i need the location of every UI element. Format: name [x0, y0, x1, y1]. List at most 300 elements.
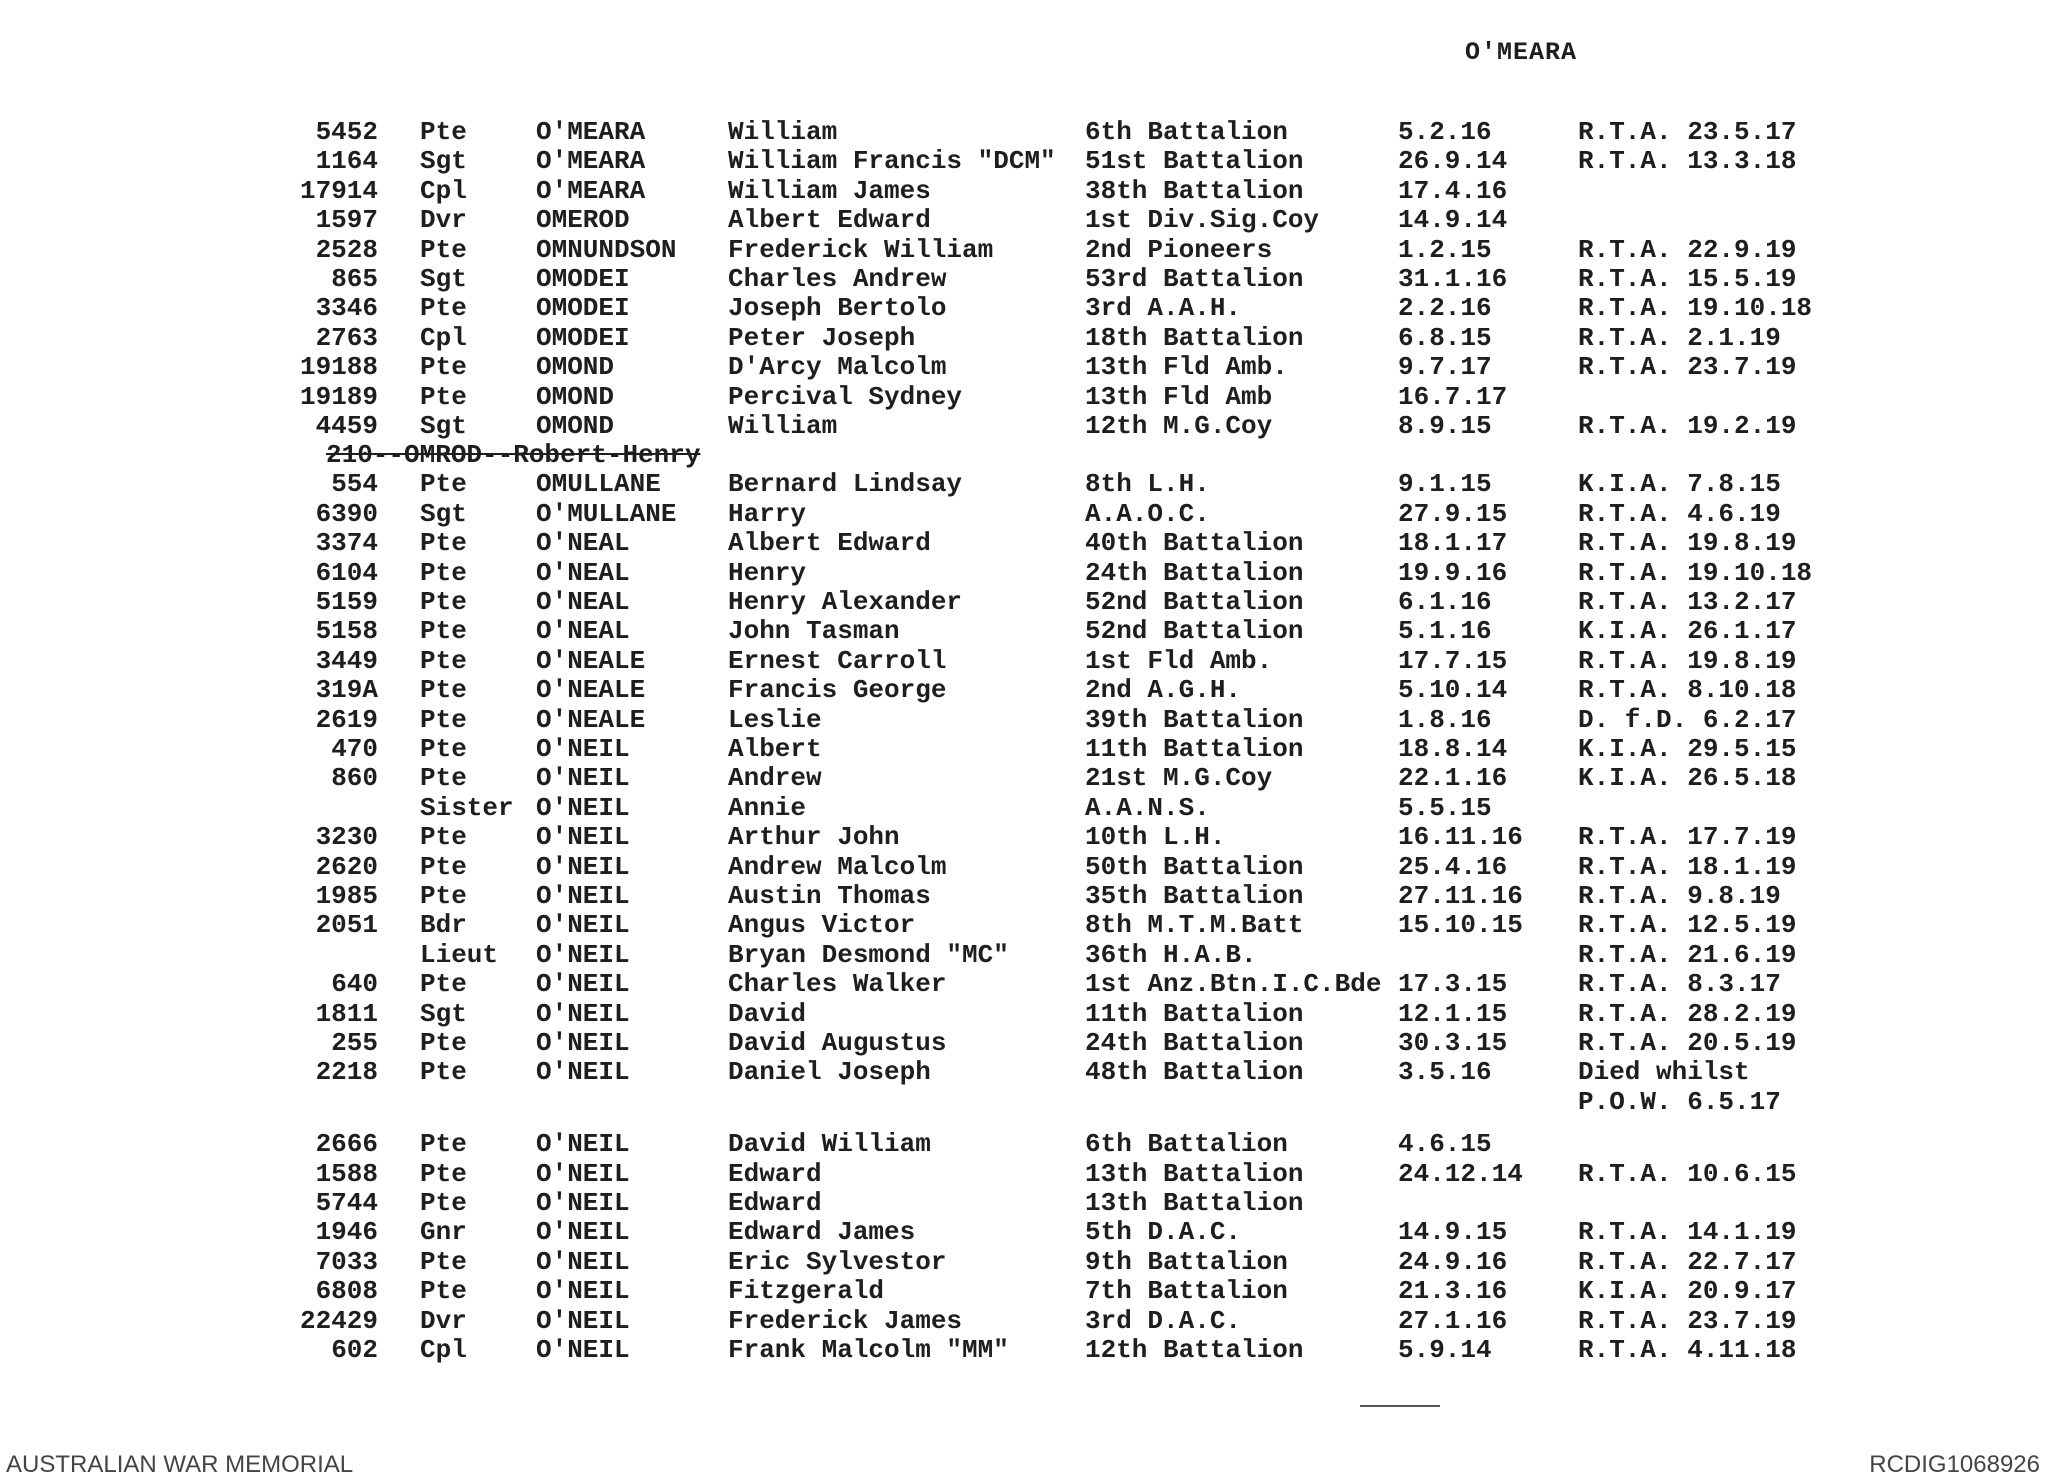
roll-entry	[0, 1058, 2048, 1086]
unit: 35th Battalion	[1085, 881, 1304, 911]
rank: Cpl	[420, 322, 467, 353]
given-names: Angus Victor	[728, 910, 916, 941]
enlist-date: 24.9.16	[1398, 1246, 1508, 1277]
enlist-date: 30.3.15	[1398, 1028, 1508, 1058]
given-names: Leslie	[728, 704, 822, 735]
surname: O'NEIL	[536, 1129, 630, 1160]
roll-entry	[0, 1160, 2048, 1188]
given-names: Joseph Bertolo	[728, 293, 947, 324]
enlist-date: 5.2.16	[1398, 117, 1492, 147]
given-names: Albert Edward	[728, 205, 931, 236]
unit: 1st Fld Amb.	[1085, 645, 1273, 676]
unit: 12th Battalion	[1085, 1335, 1304, 1365]
fate: K.I.A. 7.8.15	[1578, 469, 1781, 500]
unit: A.A.O.C.	[1085, 498, 1210, 529]
unit: A.A.N.S.	[1085, 792, 1210, 823]
rank: Lieut	[420, 939, 499, 970]
fate: R.T.A. 19.2.19	[1578, 411, 1797, 441]
given-names: Albert Edward	[728, 528, 931, 559]
rank: Cpl	[420, 1335, 467, 1365]
roll-entry	[0, 1307, 2048, 1335]
fate: R.T.A. 8.10.18	[1578, 675, 1797, 706]
enlist-date: 16.7.17	[1398, 381, 1508, 412]
surname: O'NEIL	[536, 998, 630, 1029]
fate: R.T.A. 22.9.19	[1578, 234, 1797, 265]
given-names: Peter Joseph	[728, 322, 916, 353]
service-number: 5452	[315, 117, 378, 147]
roll-entry	[0, 1088, 2048, 1116]
roll-entry	[0, 118, 2048, 146]
service-number: 17914	[299, 175, 378, 206]
surname: O'NEIL	[536, 1028, 630, 1058]
roll-entry	[0, 177, 2048, 205]
service-number: 255	[331, 1028, 378, 1058]
rank: Pte	[420, 1028, 467, 1058]
unit: 51st Battalion	[1085, 146, 1304, 177]
enlist-date: 27.1.16	[1398, 1305, 1508, 1336]
unit: 10th L.H.	[1085, 822, 1226, 853]
unit: 6th Battalion	[1085, 117, 1288, 147]
surname: OMOND	[536, 411, 615, 441]
service-number: 1588	[315, 1158, 378, 1189]
unit: 50th Battalion	[1085, 851, 1304, 882]
rank: Pte	[420, 1276, 467, 1307]
rank: Pte	[420, 381, 467, 412]
rank: Pte	[420, 1129, 467, 1160]
rank: Pte	[420, 587, 467, 617]
unit: 5th D.A.C.	[1085, 1217, 1242, 1248]
unit: 21st M.G.Coy	[1085, 763, 1273, 794]
service-number: 2528	[315, 234, 378, 265]
unit: 3rd A.A.H.	[1085, 293, 1242, 324]
roll-entry	[0, 911, 2048, 939]
fate: R.T.A. 14.1.19	[1578, 1217, 1797, 1248]
fate: R.T.A. 10.6.15	[1578, 1158, 1797, 1189]
unit: 18th Battalion	[1085, 322, 1304, 353]
fate: R.T.A. 2.1.19	[1578, 322, 1781, 353]
surname: O'NEIL	[536, 1188, 630, 1218]
roll-entry	[0, 794, 2048, 822]
given-names: Arthur John	[728, 822, 900, 853]
given-names: Eric Sylvestor	[728, 1246, 947, 1277]
fate: R.T.A. 8.3.17	[1578, 969, 1781, 1000]
unit: 13th Fld Amb	[1085, 381, 1273, 412]
surname: O'MEARA	[536, 146, 646, 177]
struck-out-entry: 210--OMROD--Robert-Henry	[326, 440, 701, 470]
roll-entry	[0, 735, 2048, 763]
footer-source: AUSTRALIAN WAR MEMORIAL	[6, 1451, 354, 1478]
surname: O'NEIL	[536, 734, 630, 764]
roll-entry	[0, 206, 2048, 234]
unit: 13th Fld Amb.	[1085, 352, 1288, 383]
fate: R.T.A. 4.11.18	[1578, 1335, 1797, 1365]
surname: OMODEI	[536, 322, 630, 353]
unit: 39th Battalion	[1085, 704, 1304, 735]
unit: 1st Div.Sig.Coy	[1085, 205, 1320, 236]
given-names: Frederick James	[728, 1305, 963, 1336]
fate: R.T.A. 20.5.19	[1578, 1028, 1797, 1058]
fate: K.I.A. 26.5.18	[1578, 763, 1797, 794]
surname: O'NEIL	[536, 1158, 630, 1189]
fate: R.T.A. 21.6.19	[1578, 939, 1797, 970]
given-names: Henry	[728, 557, 807, 588]
fate: R.T.A. 18.1.19	[1578, 851, 1797, 882]
enlist-date: 24.12.14	[1398, 1158, 1523, 1189]
roll-entry	[0, 324, 2048, 352]
unit: 40th Battalion	[1085, 528, 1304, 559]
enlist-date: 5.1.16	[1398, 616, 1492, 647]
enlist-date: 31.1.16	[1398, 264, 1508, 294]
surname: O'NEIL	[536, 792, 630, 823]
surname: O'NEAL	[536, 616, 630, 647]
given-names: Henry Alexander	[728, 587, 963, 617]
rank: Pte	[420, 1188, 467, 1218]
rank: Pte	[420, 616, 467, 647]
service-number: 5744	[315, 1188, 378, 1218]
enlist-date: 8.9.15	[1398, 411, 1492, 441]
roll-entry	[0, 706, 2048, 734]
roll-entry	[0, 1189, 2048, 1217]
divider-line	[1360, 1405, 1440, 1407]
surname: O'NEIL	[536, 910, 630, 941]
enlist-date: 18.1.17	[1398, 528, 1508, 559]
rank: Dvr	[420, 1305, 467, 1336]
fate: K.I.A. 20.9.17	[1578, 1276, 1797, 1307]
enlist-date: 14.9.14	[1398, 205, 1508, 236]
unit: 48th Battalion	[1085, 1057, 1304, 1088]
service-number: 602	[331, 1335, 378, 1365]
enlist-date: 18.8.14	[1398, 734, 1508, 764]
roll-entry	[0, 1248, 2048, 1276]
roll-entry	[0, 559, 2048, 587]
roll-entry	[0, 1029, 2048, 1057]
surname: O'NEIL	[536, 1276, 630, 1307]
given-names: Frank Malcolm "MM"	[728, 1335, 1009, 1365]
enlist-date: 9.1.15	[1398, 469, 1492, 500]
fate: R.T.A. 19.8.19	[1578, 528, 1797, 559]
fate: R.T.A. 15.5.19	[1578, 264, 1797, 294]
enlist-date: 25.4.16	[1398, 851, 1508, 882]
fate: P.O.W. 6.5.17	[1578, 1086, 1781, 1117]
rank: Pte	[420, 1057, 467, 1088]
service-number: 2051	[315, 910, 378, 941]
given-names: Edward	[728, 1188, 822, 1218]
surname: O'NEIL	[536, 1217, 630, 1248]
given-names: Harry	[728, 498, 807, 529]
service-number: 1164	[315, 146, 378, 177]
roll-entry	[0, 1218, 2048, 1246]
rank: Pte	[420, 763, 467, 794]
surname: O'NEIL	[536, 851, 630, 882]
given-names: David William	[728, 1129, 931, 1160]
service-number: 470	[331, 734, 378, 764]
unit: 24th Battalion	[1085, 557, 1304, 588]
unit: 38th Battalion	[1085, 175, 1304, 206]
given-names: Edward James	[728, 1217, 916, 1248]
unit: 11th Battalion	[1085, 734, 1304, 764]
service-number: 5158	[315, 616, 378, 647]
surname: OMOND	[536, 381, 615, 412]
enlist-date: 21.3.16	[1398, 1276, 1508, 1307]
enlist-date: 5.5.15	[1398, 792, 1492, 823]
roll-entry	[0, 1000, 2048, 1028]
enlist-date: 1.8.16	[1398, 704, 1492, 735]
roll-entry	[0, 236, 2048, 264]
rank: Pte	[420, 734, 467, 764]
surname: O'NEIL	[536, 1057, 630, 1088]
enlist-date: 14.9.15	[1398, 1217, 1508, 1248]
unit: 11th Battalion	[1085, 998, 1304, 1029]
fate: R.T.A. 19.10.18	[1578, 557, 1813, 588]
given-names: Annie	[728, 792, 807, 823]
surname: O'NEALE	[536, 704, 646, 735]
roll-entry	[0, 529, 2048, 557]
enlist-date: 1.2.15	[1398, 234, 1492, 265]
unit: 2nd Pioneers	[1085, 234, 1273, 265]
given-names: Albert	[728, 734, 822, 764]
service-number: 3230	[315, 822, 378, 853]
service-number: 6104	[315, 557, 378, 588]
given-names: William	[728, 117, 838, 147]
service-number: 5159	[315, 587, 378, 617]
service-number: 1946	[315, 1217, 378, 1248]
unit: 52nd Battalion	[1085, 587, 1304, 617]
fate: R.T.A. 4.6.19	[1578, 498, 1781, 529]
unit: 1st Anz.Btn.I.C.Bde	[1085, 969, 1382, 1000]
roll-entry	[0, 882, 2048, 910]
enlist-date: 15.10.15	[1398, 910, 1523, 941]
surname: OMOND	[536, 352, 615, 383]
given-names: Daniel Joseph	[728, 1057, 931, 1088]
rank: Sgt	[420, 498, 467, 529]
rank: Dvr	[420, 205, 467, 236]
roll-entry	[0, 1336, 2048, 1364]
service-number: 2619	[315, 704, 378, 735]
enlist-date: 26.9.14	[1398, 146, 1508, 177]
page-header: O'MEARA	[1465, 38, 1578, 67]
unit: 6th Battalion	[1085, 1129, 1288, 1160]
service-number: 6390	[315, 498, 378, 529]
service-number: 2218	[315, 1057, 378, 1088]
unit: 2nd A.G.H.	[1085, 675, 1242, 706]
service-number: 19189	[299, 381, 378, 412]
surname: O'MEARA	[536, 175, 646, 206]
rank: Pte	[420, 293, 467, 324]
unit: 7th Battalion	[1085, 1276, 1288, 1307]
unit: 9th Battalion	[1085, 1246, 1288, 1277]
surname: OMODEI	[536, 264, 630, 294]
fate: K.I.A. 26.1.17	[1578, 616, 1797, 647]
fate: R.T.A. 23.7.19	[1578, 352, 1797, 383]
given-names: Bryan Desmond "MC"	[728, 939, 1009, 970]
rank: Sgt	[420, 411, 467, 441]
fate: D. f.D. 6.2.17	[1578, 704, 1797, 735]
fate: R.T.A. 19.8.19	[1578, 645, 1797, 676]
enlist-date: 6.1.16	[1398, 587, 1492, 617]
roll-entry	[0, 147, 2048, 175]
surname: O'NEALE	[536, 675, 646, 706]
given-names: John Tasman	[728, 616, 900, 647]
fate: R.T.A. 22.7.17	[1578, 1246, 1797, 1277]
rank: Pte	[420, 881, 467, 911]
footer-id: RCDIG1068926	[1869, 1451, 2040, 1478]
given-names: Ernest Carroll	[728, 645, 947, 676]
roll-entry	[0, 617, 2048, 645]
service-number: 1811	[315, 998, 378, 1029]
surname: O'NEIL	[536, 1335, 630, 1365]
surname: O'NEALE	[536, 645, 646, 676]
roll-entry	[0, 353, 2048, 381]
enlist-date: 3.5.16	[1398, 1057, 1492, 1088]
roll-entry	[0, 265, 2048, 293]
rank: Pte	[420, 557, 467, 588]
rank: Pte	[420, 675, 467, 706]
roll-entry	[0, 676, 2048, 704]
rank: Pte	[420, 528, 467, 559]
surname: O'NEIL	[536, 822, 630, 853]
roll-entry	[0, 588, 2048, 616]
given-names: Andrew	[728, 763, 822, 794]
enlist-date: 19.9.16	[1398, 557, 1508, 588]
surname: O'MEARA	[536, 117, 646, 147]
given-names: Charles Andrew	[728, 264, 947, 294]
service-number: 319A	[315, 675, 378, 706]
surname: O'NEIL	[536, 939, 630, 970]
service-number: 2666	[315, 1129, 378, 1160]
service-number: 1597	[315, 205, 378, 236]
service-number: 4459	[315, 411, 378, 441]
surname: OMODEI	[536, 293, 630, 324]
enlist-date: 27.9.15	[1398, 498, 1508, 529]
surname: O'NEAL	[536, 528, 630, 559]
roll-entry	[0, 294, 2048, 322]
fate: R.T.A. 28.2.19	[1578, 998, 1797, 1029]
roll-entry	[0, 970, 2048, 998]
given-names: D'Arcy Malcolm	[728, 352, 947, 383]
rank: Pte	[420, 1246, 467, 1277]
service-number: 2620	[315, 851, 378, 882]
given-names: David	[728, 998, 807, 1029]
unit: 24th Battalion	[1085, 1028, 1304, 1058]
roll-entry	[0, 764, 2048, 792]
fate: Died whilst	[1578, 1057, 1750, 1088]
given-names: Charles Walker	[728, 969, 947, 1000]
rank: Sister	[420, 792, 514, 823]
fate: R.T.A. 13.3.18	[1578, 146, 1797, 177]
given-names: William James	[728, 175, 931, 206]
surname: O'NEIL	[536, 1305, 630, 1336]
service-number: 865	[331, 264, 378, 294]
surname: O'MULLANE	[536, 498, 677, 529]
fate: R.T.A. 9.8.19	[1578, 881, 1781, 911]
rank: Pte	[420, 822, 467, 853]
roll-entry	[0, 500, 2048, 528]
given-names: Bernard Lindsay	[728, 469, 963, 500]
given-names: Francis George	[728, 675, 947, 706]
surname: O'NEAL	[536, 587, 630, 617]
service-number: 22429	[299, 1305, 378, 1336]
roll-entry	[0, 470, 2048, 498]
rank: Sgt	[420, 264, 467, 294]
roll-entry	[0, 412, 2048, 440]
rank: Pte	[420, 117, 467, 147]
fate: R.T.A. 19.10.18	[1578, 293, 1813, 324]
enlist-date: 27.11.16	[1398, 881, 1523, 911]
rank: Sgt	[420, 146, 467, 177]
given-names: Frederick William	[728, 234, 994, 265]
enlist-date: 5.9.14	[1398, 1335, 1492, 1365]
enlist-date: 17.4.16	[1398, 175, 1508, 206]
given-names: William Francis "DCM"	[728, 146, 1056, 177]
unit: 53rd Battalion	[1085, 264, 1304, 294]
service-number: 554	[331, 469, 378, 500]
service-number: 3346	[315, 293, 378, 324]
enlist-date: 2.2.16	[1398, 293, 1492, 324]
surname: OMEROD	[536, 205, 630, 236]
fate: R.T.A. 13.2.17	[1578, 587, 1797, 617]
given-names: Andrew Malcolm	[728, 851, 947, 882]
rank: Pte	[420, 851, 467, 882]
rank: Pte	[420, 969, 467, 1000]
roll-entry	[0, 383, 2048, 411]
given-names: Edward	[728, 1158, 822, 1189]
rank: Pte	[420, 1158, 467, 1189]
unit: 13th Battalion	[1085, 1158, 1304, 1189]
given-names: Austin Thomas	[728, 881, 931, 911]
unit: 13th Battalion	[1085, 1188, 1304, 1218]
roll-entry	[0, 823, 2048, 851]
fate: R.T.A. 12.5.19	[1578, 910, 1797, 941]
rank: Pte	[420, 645, 467, 676]
given-names: William	[728, 411, 838, 441]
roll-entry	[0, 853, 2048, 881]
given-names: Fitzgerald	[728, 1276, 885, 1307]
enlist-date: 5.10.14	[1398, 675, 1508, 706]
fate: R.T.A. 17.7.19	[1578, 822, 1797, 853]
service-number: 2763	[315, 322, 378, 353]
unit: 8th M.T.M.Batt	[1085, 910, 1304, 941]
enlist-date: 16.11.16	[1398, 822, 1523, 853]
surname: OMNUNDSON	[536, 234, 677, 265]
service-number: 1985	[315, 881, 378, 911]
enlist-date: 17.3.15	[1398, 969, 1508, 1000]
unit: 12th M.G.Coy	[1085, 411, 1273, 441]
rank: Gnr	[420, 1217, 467, 1248]
rank: Cpl	[420, 175, 467, 206]
fate: K.I.A. 29.5.15	[1578, 734, 1797, 764]
rank: Pte	[420, 234, 467, 265]
surname: O'NEIL	[536, 881, 630, 911]
given-names: David Augustus	[728, 1028, 947, 1058]
rank: Pte	[420, 704, 467, 735]
given-names: Percival Sydney	[728, 381, 963, 412]
enlist-date: 6.8.15	[1398, 322, 1492, 353]
unit: 8th L.H.	[1085, 469, 1210, 500]
enlist-date: 4.6.15	[1398, 1129, 1492, 1160]
enlist-date: 12.1.15	[1398, 998, 1508, 1029]
surname: O'NEIL	[536, 763, 630, 794]
service-number: 860	[331, 763, 378, 794]
surname: OMULLANE	[536, 469, 661, 500]
service-number: 19188	[299, 352, 378, 383]
unit: 36th H.A.B.	[1085, 939, 1257, 970]
surname: O'NEIL	[536, 969, 630, 1000]
roll-entry	[0, 1277, 2048, 1305]
service-number: 640	[331, 969, 378, 1000]
surname: O'NEIL	[536, 1246, 630, 1277]
rank: Sgt	[420, 998, 467, 1029]
surname: O'NEAL	[536, 557, 630, 588]
